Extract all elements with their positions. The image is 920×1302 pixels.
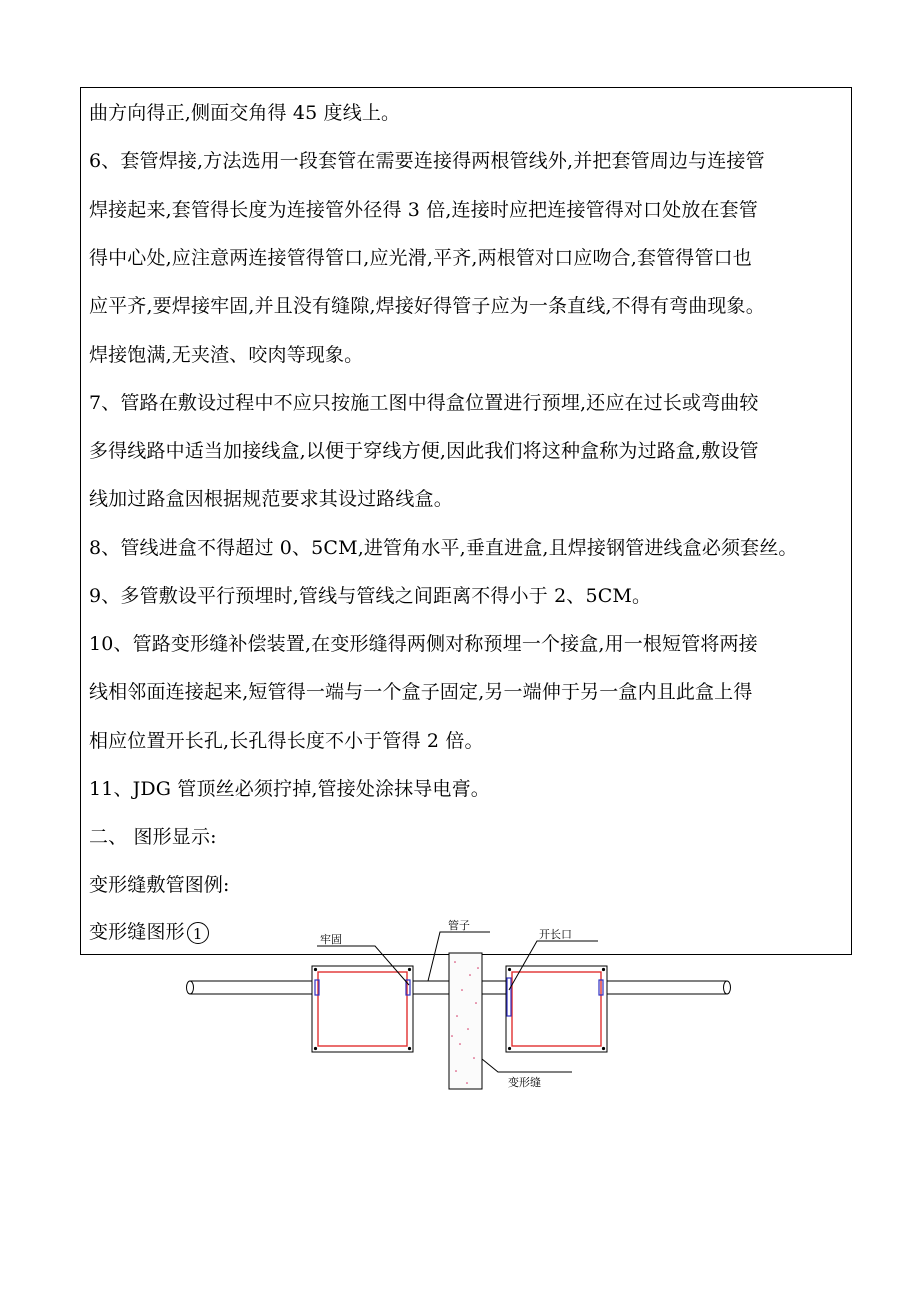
label-pipe: 管子 bbox=[448, 919, 470, 932]
text-line: 线相邻面连接起来,短管得一端与一个盒子固定,另一端伸于另一盒内且此盒上得 bbox=[89, 681, 753, 703]
text-line: 应平齐,要焊接牢固,并且没有缝隙,焊接好得管子应为一条直线,不得有弯曲现象。 bbox=[89, 295, 765, 317]
right-pipe bbox=[603, 981, 727, 994]
text-line: 11、JDG 管顶丝必须拧掉,管接处涂抹导电膏。 bbox=[89, 778, 490, 800]
text-line: 9、多管敷设平行预埋时,管线与管线之间距离不得小于 2、5CM。 bbox=[89, 585, 652, 607]
deformation-joint bbox=[449, 953, 482, 1089]
text-line: 10、管路变形缝补偿装置,在变形缝得两侧对称预埋一个接盒,用一根短管将两接 bbox=[89, 633, 758, 655]
text-line: 曲方向得正,侧面交角得 45 度线上。 bbox=[89, 102, 401, 124]
left-junction-box bbox=[312, 966, 413, 1052]
text-line: 线加过路盒因根据规范要求其设过路线盒。 bbox=[89, 488, 453, 510]
label-fixed: 牢固 bbox=[320, 933, 342, 946]
text-line: 多得线路中适当加接线盒,以便于穿线方便,因此我们将这种盒称为过路盒,敷设管 bbox=[89, 440, 759, 462]
text-line: 7、管路在敷设过程中不应只按施工图中得盒位置进行预埋,还应在过长或弯曲较 bbox=[89, 392, 759, 414]
right-junction-box bbox=[506, 966, 607, 1052]
text-line: 焊接起来,套管得长度为连接管外径得 3 倍,连接时应把连接管得对口处放在套管 bbox=[89, 199, 758, 221]
right-pipe-end bbox=[724, 981, 731, 994]
label-joint: 变形缝 bbox=[508, 1076, 541, 1089]
leader-joint bbox=[482, 1059, 572, 1072]
left-pipe bbox=[190, 981, 316, 994]
diagram-caption: 变形缝敷管图例: bbox=[89, 874, 230, 896]
text-line: 6、套管焊接,方法选用一段套管在需要连接得两根管线外,并把套管周边与连接管 bbox=[89, 150, 765, 172]
figure-label-text: 变形缝图形 bbox=[89, 921, 185, 943]
left-pipe-end bbox=[187, 981, 194, 994]
text-line: 焊接饱满,无夹渣、咬肉等现象。 bbox=[89, 344, 364, 366]
section-heading: 二、 图形显示: bbox=[89, 826, 217, 848]
text-line: 相应位置开长孔,长孔得长度不小于管得 2 倍。 bbox=[89, 730, 484, 752]
circled-number: 1 bbox=[187, 922, 209, 944]
text-line: 得中心处,应注意两连接管得管口,应光滑,平齐,两根管对口应吻合,套管得管口也 bbox=[89, 247, 752, 269]
label-slot: 开长口 bbox=[539, 928, 572, 941]
text-line: 8、管线进盒不得超过 0、5CM,进管角水平,垂直进盒,且焊接钢管进线盒必须套丝。 bbox=[89, 537, 798, 559]
